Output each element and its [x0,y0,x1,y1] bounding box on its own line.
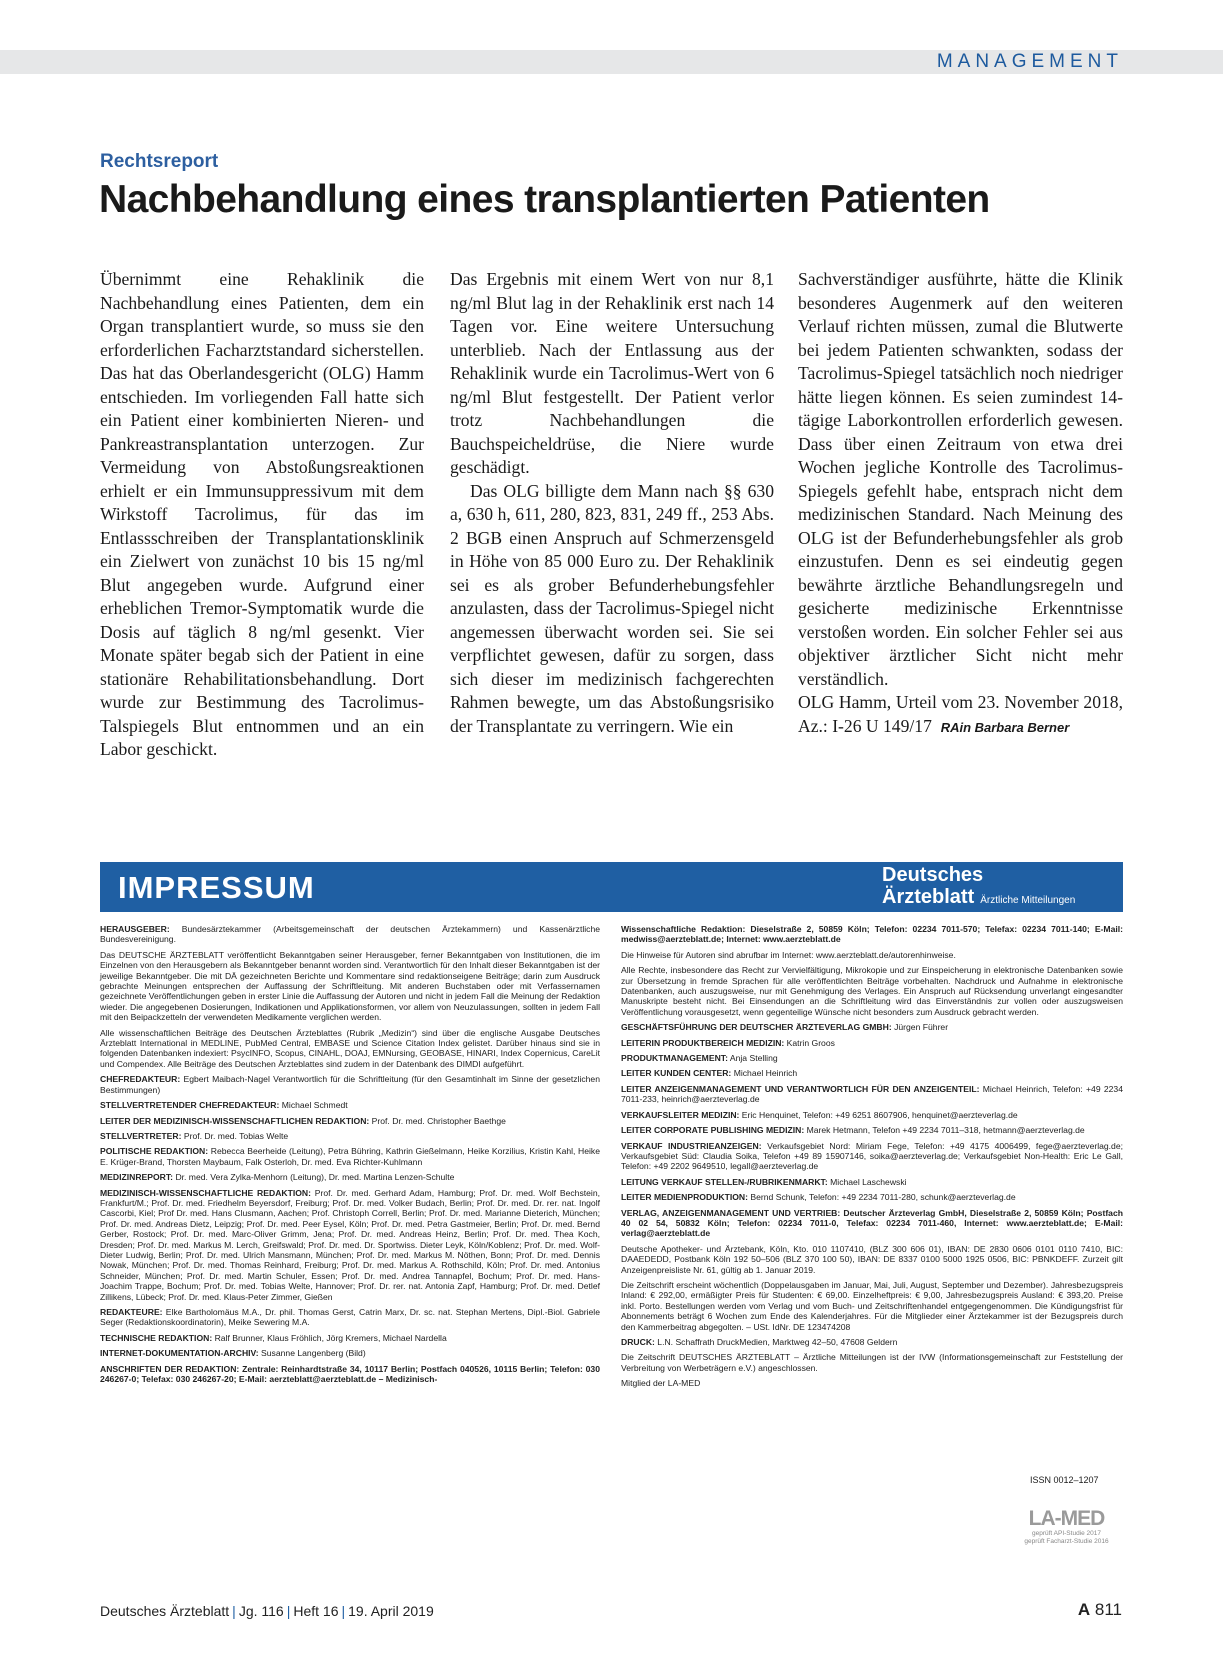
impressum-entry-text: Deutsche Apotheker- und Ärztebank, Köln, Kto. 010 1107410, (BLZ 300 606 01), IBAN: DE 2830 0606 0101 0110 7410, BIC: DAAEDEDD, Postbank Köln 192 50–506 (BLZ 370 100 50), IBAN: DE 8337 0100 5000 1925 0506, BIC: PBNKDEFF. Zurzeit gilt Anzeigenpreisliste Nr. 61, gültig ab 1. Januar 2019. [621,1243,1123,1275]
impressum-entry [621,1084,1123,1105]
impressum-entry-label: VERLAG, ANZEIGENMANAGEMENT UND VERTRIEB: Deutscher Ärzteverlag GmbH, Dieselstraße 2, 50859 Köln; Postfach 40 02 54, 50832 Köln; Telefon: 02234 7011-0, Telefax: 02234 7011-460, Internet: www.aerzteblatt.de; E-Mail: verlag@aerzteblatt.de [621,1207,1123,1239]
impressum-entry [621,1352,1123,1373]
impressum-entry-label: INTERNET-DOKUMENTATION-ARCHIV: [100,1348,259,1359]
impressum-entry [100,1333,600,1343]
impressum-left-column [100,924,600,1389]
article-column-3 [798,268,1123,739]
article-column-1 [100,268,424,762]
impressum-entry [621,1125,1123,1135]
impressum-entry-label: CHEFREDAKTEUR: [100,1074,181,1085]
impressum-entry-text: Alle Rechte, insbesondere das Recht zur Vervielfältigung, Mikrokopie und zur Einspeicherung in elektronische Datenbanken sowie zur Übersetzung in fremde Sprachen für alle veröffentlichten Beiträge vorbehalten. Nachdruck und Aufnahme in elektronische Datenbanken, auch auszugsweise, nur mit Genehmigung des Verlages. Ein Anspruch auf Rücksendung unverlangt eingesandter Manuskripte besteht nicht. Bei Einsendungen an die Schriftleitung wird das Einverständnis zur vollen oder auszugsweisen Veröffentlichung vorausgesetzt, wenn gegenteilige Wünsche nicht besonders zum Ausdruck gebracht werden. [621,965,1123,1017]
impressum-entry [100,1131,600,1141]
logo-subtitle: Ärztliche Mitteilungen [980,895,1076,906]
impressum-entry-label: Wissenschaftliche Redaktion: Dieselstraße 2, 50859 Köln; Telefon: 02234 7011-570; Telefax: 02234 7011-140; E-Mail: medwiss@aerzteblatt.de; Internet: www.aerzteblatt.de [621,924,1123,945]
article-paragraph: Das OLG billigte dem Mann nach §§ 630 a, 630 h, 611, 280, 823, 831, 249 ff., 253 Abs. 2 BGB einen Anspruch auf Schmerzensgeld in Höhe von 85 000 Euro zu. Der Rehaklinik sei es als grober Befunderhebungsfehler anzulasten, dass der Tacrolimus-Spiegel nicht angemessen überwacht worden sei. Sie sei verpflichtet gewesen, dafür zu sorgen, dass sich dieser im medizinisch fachgerechten Rahmen bewegte, um das Abstoßungsrisiko der Transplantate zu verringern. Wie ein [450,480,774,736]
impressum-entry [621,1244,1123,1275]
impressum-entry [621,1192,1123,1202]
impressum-entry-text: Susanne Langenberg (Bild) [261,1348,366,1359]
impressum-entry [621,965,1123,1017]
footer-journal: Deutsches Ärzteblatt [100,1603,230,1619]
impressum-entry-text: Die Zeitschrift DEUTSCHES ÄRZTEBLATT – Ärztliche Mitteilungen ist der IVW (Informationsgemeinschaft zur Feststellung der Verbreitung von Werbeträgern e.V.) angeschlossen. [621,1352,1123,1373]
impressum-entry-text: Mitglied der LA-MED [621,1378,701,1389]
footer-issue: Heft 16 [293,1603,339,1619]
impressum-entry [621,924,1123,945]
impressum-entry-label: HERAUSGEBER: [100,924,170,934]
impressum-entry [100,950,600,1023]
impressum-entry [621,1053,1123,1063]
impressum-entry [100,1307,600,1328]
impressum-right-column [621,924,1123,1394]
impressum-entry-text: Ralf Brunner, Klaus Fröhlich, Jörg Kremers, Michael Nardella [214,1332,447,1343]
impressum-entry-label: DRUCK: [621,1337,655,1347]
impressum-entry [621,1110,1123,1120]
article-paragraph: Das Ergebnis mit einem Wert von nur 8,1 ng/ml Blut lag in der Rehaklinik erst nach 14 Tagen vor. Eine weitere Untersuchung unterblieb. Nach der Entlassung aus der Rehaklinik wurde ein Tacrolimus-Wert von 6 ng/ml Blut festgestellt. Der Patient verlor trotz Nachbehandlungen die Bauchspeicheldrüse, die Niere wurde geschädigt. [450,269,774,477]
impressum-entry-text: Michael Heinrich, Telefon: +49 2234 7011-233, heinrich@aerzteverlag.de [621,1083,1123,1105]
impressum-entry-text: Bernd Schunk, Telefon: +49 2234 7011-280, schunk@aerzteverlag.de [750,1192,1016,1203]
lamed-caption-1: geprüft API-Studie 2017 [1031,1530,1102,1537]
impressum-entry-label: LEITER MEDIENPRODUKTION: [621,1192,748,1203]
impressum-entry-label: MEDIZINREPORT: [100,1172,174,1183]
impressum-entry-label: POLITISCHE REDAKTION: [100,1146,209,1157]
footer-separator: | [341,1603,346,1619]
impressum-entry-text: Michael Schmedt [281,1100,348,1111]
impressum-entry-text: Bundesärztekammer (Arbeitsgemeinschaft der deutschen Ärztekammern) und Kassenärztliche Bundesvereinigung. [100,924,601,945]
impressum-entry [100,1172,600,1182]
impressum-entry-text: Eric Henquinet, Telefon: +49 6251 8607906, henquinet@aerzteverlag.de [741,1109,1018,1120]
lamed-caption-2: geprüft Facharzt-Studie 2016 [1024,1537,1109,1545]
impressum-entry-label: LEITER KUNDEN CENTER: [621,1068,732,1079]
impressum-entry [100,1100,600,1110]
impressum-entry-label: LEITER DER MEDIZINISCH-WISSENSCHAFTLICHEN REDAKTION: [100,1115,370,1126]
impressum-entry-text: Prof. Dr. med. Christopher Baethge [371,1115,506,1126]
impressum-entry-text: Jürgen Führer [894,1022,949,1033]
page-number-value: 811 [1094,1600,1122,1619]
impressum-entry [100,1348,600,1358]
impressum-entry [621,1208,1123,1239]
impressum-entry-text: Dr. med. Vera Zylka-Menhorn (Leitung), Dr. med. Martina Lenzen-Schulte [175,1172,455,1183]
impressum-entry-text: Die Hinweise für Autoren sind abrufbar im Internet: www.aerzteblatt.de/autorenhinweise. [621,949,956,960]
logo-line-1: Deutsches [882,864,984,886]
impressum-entry-text: Elke Bartholomäus M.A., Dr. phil. Thomas Gerst, Catrin Marx, Dr. sc. nat. Stephan Mertens, Dipl.-Biol. Gabriele Seger (Redaktionskoordinatorin), Meike Sewering M.A. [100,1307,600,1328]
footer-volume: Jg. 116 [238,1603,284,1619]
impressum-entry-label: VERKAUF INDUSTRIEANZEIGEN: [621,1140,762,1151]
impressum-entry [100,1028,600,1070]
impressum-entry-text: Das DEUTSCHE ÄRZTEBLATT veröffentlicht Bekanntgaben seiner Herausgeber, ferner Bekanntgaben von Institutionen, die im Einzelnen von den Herausgebern als Bekanntgeber benannt worden sind. Verantwortlich für den Inhalt dieser Bekanntgaben ist der jeweilige Bekanntgeber. Die mit DÄ gezeichneten Berichte und Kommentare sind redaktionseigene Beiträge; darin zum Ausdruck gebrachte Meinungen entsprechen der Auffassung der Schriftleitung. Mit anderen Buchstaben oder mit Verfassernamen gezeichnete Veröffentlichungen geben in erster Linie die Auffassung der Autoren und nicht in jedem Fall die Meinung der Redaktion wieder. Die angegebenen Dosierungen, Indikationen und Applikationsformen, vor allem von Neuzulassungen, sollten in jedem Fall mit den Beipackzetteln der verwendeten Medikamente verglichen werden. [100,949,600,1023]
footer-date: 19. April 2019 [348,1603,434,1619]
article-paragraph: Sachverständiger ausführte, hätte die Klinik besonderes Augenmerk auf den weiteren Verlauf richten müssen, zumal die Blutwerte bei jedem Patienten schwankten, sodass der Tacrolimus-Spiegel tatsächlich noch niedriger hätte liegen können. Es seien zumindest 14-tägige Laborkontrollen erforderlich gewesen. Dass über einen Zeitraum von etwa drei Wochen jegliche Kontrolle des Tacrolimus-Spiegels gefehlt habe, entsprach nicht dem medizinischen Standard. Nach Meinung des OLG ist der Befunderhebungsfehler als grob einzustufen. Denn es sei eindeutig gegen bewährte ärztliche Behandlungsregeln und gesicherte medizinische Erkenntnisse verstoßen worden. Ein solcher Fehler sei aus objektiver ärztlicher Sicht nicht mehr verständlich. [798,269,1123,689]
impressum-entry-text: Michael Laschewski [830,1176,907,1187]
impressum-entry-label: STELLVERTRETENDER CHEFREDAKTEUR: [100,1100,280,1111]
logo-line-2 [882,886,1075,912]
impressum-entry-text: Rebecca Beerheide (Leitung), Petra Bühring, Kathrin Gießelmann, Heike Korzilius, Kristin Kahl, Heike E. Krüger-Brand, Thorsten Maybaum, Falk Osterloh, Dr. med. Eva Richter-Kuhlmann [100,1146,600,1167]
impressum-entry [100,924,600,945]
impressum-entry-label: ANSCHRIFTEN DER REDAKTION: Zentrale: Reinhardtstraße 34, 10117 Berlin; Postfach 040526, 10115 Berlin; Telefon: 030 246267-0; Telefax: 030 246267-20; E-Mail: aerzteblatt@aerzteblatt.de – Medizinisch- [100,1363,600,1385]
article-title: Nachbehandlung eines transplantierten Patienten [99,178,990,221]
impressum-entry-label: STELLVERTRETER: [100,1130,182,1141]
impressum-entry-text: Alle wissenschaftlichen Beiträge des Deutschen Ärzteblattes (Rubrik „Medizin“) sind über die englische Ausgabe Deutsches Ärzteblatt International in MEDLINE, PubMed Central, EMBASE und Science Citation Index gelistet. Darüber hinaus sind sie in folgenden Datenbanken indexiert: PsycINFO, Scopus, CINAHL, DOAJ, EMNursing, GEOBASE, HINARI, Index Copernicus, CareLit und Compendex. Alle Beiträge des Deutschen Ärzteblattes sind zudem in der Datenbank des DIMDI aufgeführt. [100,1027,600,1069]
impressum-entry-text: L.N. Schaffrath DruckMedien, Marktweg 42–50, 47608 Geldern [657,1337,898,1347]
impressum-entry [621,1177,1123,1187]
impressum-entry-text: Prof. Dr. med. Tobias Welte [183,1130,289,1141]
article-author: RAin Barbara Berner [940,719,1070,735]
article-citation [798,691,1123,739]
impressum-entry-text: Anja Stelling [729,1053,778,1064]
impressum-entry-label: LEITUNG VERKAUF STELLEN-/RUBRIKENMARKT: [621,1176,828,1187]
impressum-entry [621,1022,1123,1032]
footer-separator: | [286,1603,291,1619]
impressum-entry-label: TECHNISCHE REDAKTION: [100,1332,213,1343]
impressum-header [100,862,1123,912]
impressum-entry [621,1378,1123,1388]
citation-text: OLG Hamm, Urteil vom 23. November 2018, Az.: I-26 U 149/17 [798,692,1123,736]
logo-name: Ärzteblatt [882,886,975,908]
impressum-entry [621,1038,1123,1048]
impressum-entry-label: PRODUKTMANAGEMENT: [621,1053,728,1064]
article-column-2 [450,268,774,738]
impressum-entry-label: REDAKTEURE: [100,1307,163,1317]
impressum-entry-label: LEITER CORPORATE PUBLISHING MEDIZIN: [621,1125,805,1136]
impressum-entry [621,1068,1123,1078]
impressum-entry [100,1146,600,1167]
impressum-entry [621,1280,1123,1332]
footer-separator: | [232,1603,236,1619]
impressum-entry-label: LEITER ANZEIGENMANAGEMENT UND VERANTWORTLICH FÜR DEN ANZEIGENTEIL: [621,1083,980,1094]
impressum-title: IMPRESSUM [118,870,315,905]
impressum-entry-text: Marek Hetmann, Telefon +49 2234 7011–318, hetmann@aerzteverlag.de [806,1125,1085,1136]
impressum-entry-text: Verkaufsgebiet Nord: Miriam Fege, Telefon: +49 4175 4006499, fege@aerzteverlag.de; Verkaufsgebiet Süd: Claudia Soika, Telefon +49 89 15907146, soika@aerzteverlag.de; Verkaufsgebiet Non-Health: Eric Le Gall, Telefon: +49 2202 9649510, legall@aerzteverlag.de [621,1140,1124,1172]
impressum-entry-label: MEDIZINISCH-WISSENSCHAFTLICHE REDAKTION: [100,1187,311,1198]
page-footer [100,1603,434,1619]
impressum-entry-label: VERKAUFSLEITER MEDIZIN: [621,1109,740,1120]
impressum-entry-label: GESCHÄFTSFÜHRUNG DER DEUTSCHER ÄRZTEVERLAG GMBH: [621,1022,892,1033]
lamed-logo: LA-MED [1028,1507,1105,1530]
impressum-entry [100,1074,600,1095]
impressum-entry-text: Die Zeitschrift erscheint wöchentlich (Doppelausgaben im Januar, Mai, Juli, August, September und Dezember). Jahresbezugspreis Inland: € 292,00, ermäßigter Preis für Studenten: € 69,00. Einzelheftpreis: € 9,00, Jahresbezugspreis Ausland: € 393,20. Preise inkl. Porto. Bestellungen werden vom Verlag und vom Buch- und Zeitschriftenhandel entgegengenommen. Die Kündigungsfrist für Abonnements beträgt 6 Wochen zum Ende des Kalenderjahres. Für die Mitglieder einer Ärztekammer ist der Bezugspreis durch den Kammerbeitrag abgegolten. – USt. IdNr. DE 123474208 [621,1279,1123,1332]
lamed-badge [1010,1508,1123,1545]
impressum-entry-text: Katrin Groos [786,1037,835,1048]
impressum-entry [621,1337,1123,1347]
impressum-entry-label: LEITERIN PRODUKTBEREICH MEDIZIN: [621,1037,785,1048]
impressum-entry-text: Egbert Maibach-Nagel Verantwortlich für die Schriftleitung (für den Gesamtinhalt im Sinne der gesetzlichen Bestimmungen) [100,1074,600,1095]
section-label: MANAGEMENT [936,51,1123,72]
journal-logo [882,865,1075,912]
impressum-entry-text: Prof. Dr. med. Gerhard Adam, Hamburg; Prof. Dr. med. Wolf Bechstein, Frankfurt/M.; Prof. Dr. med. Friedhelm Beyersdorf, Freiburg; Prof. Dr. med. Volker Budach, Berlin; Prof. Dr. med. Dr. rer. nat. Ingolf Cascorbi, Kiel; Prof Dr. med. Hans Clusmann, Aachen; Prof. Christoph Correll, Berlin; Prof. Dr. med. Marianne Dieterich, München; Prof. Dr. med. Andreas Dietz, Leipzig; Prof. Dr. med. Peer Eysel, Köln; Prof. Dr. med. Petra Gastmeier, Berlin; Prof. Dr. med. Bernd Gerber, Rostock; Prof. Dr. med. Marc-Oliver Grimm, Jena; Prof. Dr. med. Andreas Heinz, Berlin; Prof. Dr. med. Thea Koch, Dresden; Prof. Dr. med. Markus M. Lerch, Greifswald; Prof. Dr. med. Dr. Sportwiss. Dieter Leyk, Köln/Koblenz; Prof. Dr. med. Wolf-Dieter Ludwig, Berlin; Prof. Dr. med. Ulrich Mansmann, München; Prof. Dr. med. Markus M. Nöthen, Bonn; Prof. Dr. med. Dennis Nowak, München; Prof. Dr. med. Thomas Reinhard, Freiburg; Prof. Dr. med. Markus A. Rothschild, Köln; Prof. Dr. med. Antonius Schneider, München; Prof. Dr. med. Martin Schuler, Essen; Prof. Dr. med. Andrea Tannapfel, Bochum; Prof. Dr. med. Hans-Joachim Trappe, Bochum; Prof. Dr. med. Tobias Welte, Hannover; Prof. Dr. rer. nat. Antonia Zapf, Hamburg; Prof. Dr. med. Detlef Zillikens, Lübeck; Prof. Dr. med. Klaus-Peter Zimmer, Gießen [100,1187,600,1302]
impressum-entry [621,1141,1123,1172]
impressum-entry [100,1116,600,1126]
impressum-entry [621,950,1123,960]
page-number [1078,1600,1122,1620]
article-kicker: Rechtsreport [100,151,219,172]
page-prefix: A [1077,1600,1091,1619]
impressum-entry-text: Michael Heinrich [733,1068,798,1079]
issn: ISSN 0012–1207 [1030,1475,1099,1485]
impressum-entry [100,1188,600,1302]
impressum-entry [100,1364,600,1385]
article-paragraph: Übernimmt eine Rehaklinik die Nachbehandlung eines Patienten, dem ein Organ transplantiert wurde, so muss sie den erforderlichen Facharztstandard sicherstellen. Das hat das Oberlandesgericht (OLG) Hamm entschieden. Im vorliegenden Fall hatte sich ein Patient einer kombinierten Nieren- und Pankreastransplantation unterzogen. Zur Vermeidung von Abstoßungsreaktionen erhielt er ein Immunsuppressivum mit dem Wirkstoff Tacrolimus, für das im Entlassschreiben der Transplantationsklinik ein Zielwert von zunächst 10 bis 15 ng/ml Blut angegeben wurde. Aufgrund einer erheblichen Tremor-Symptomatik wurde die Dosis auf täglich 8 ng/ml gesenkt. Vier Monate später begab sich der Patient in eine stationäre Rehabilitationsbehandlung. Dort wurde zur Bestimmung des Tacrolimus-Talspiegels Blut entnommen und an ein Labor geschickt. [100,269,424,759]
